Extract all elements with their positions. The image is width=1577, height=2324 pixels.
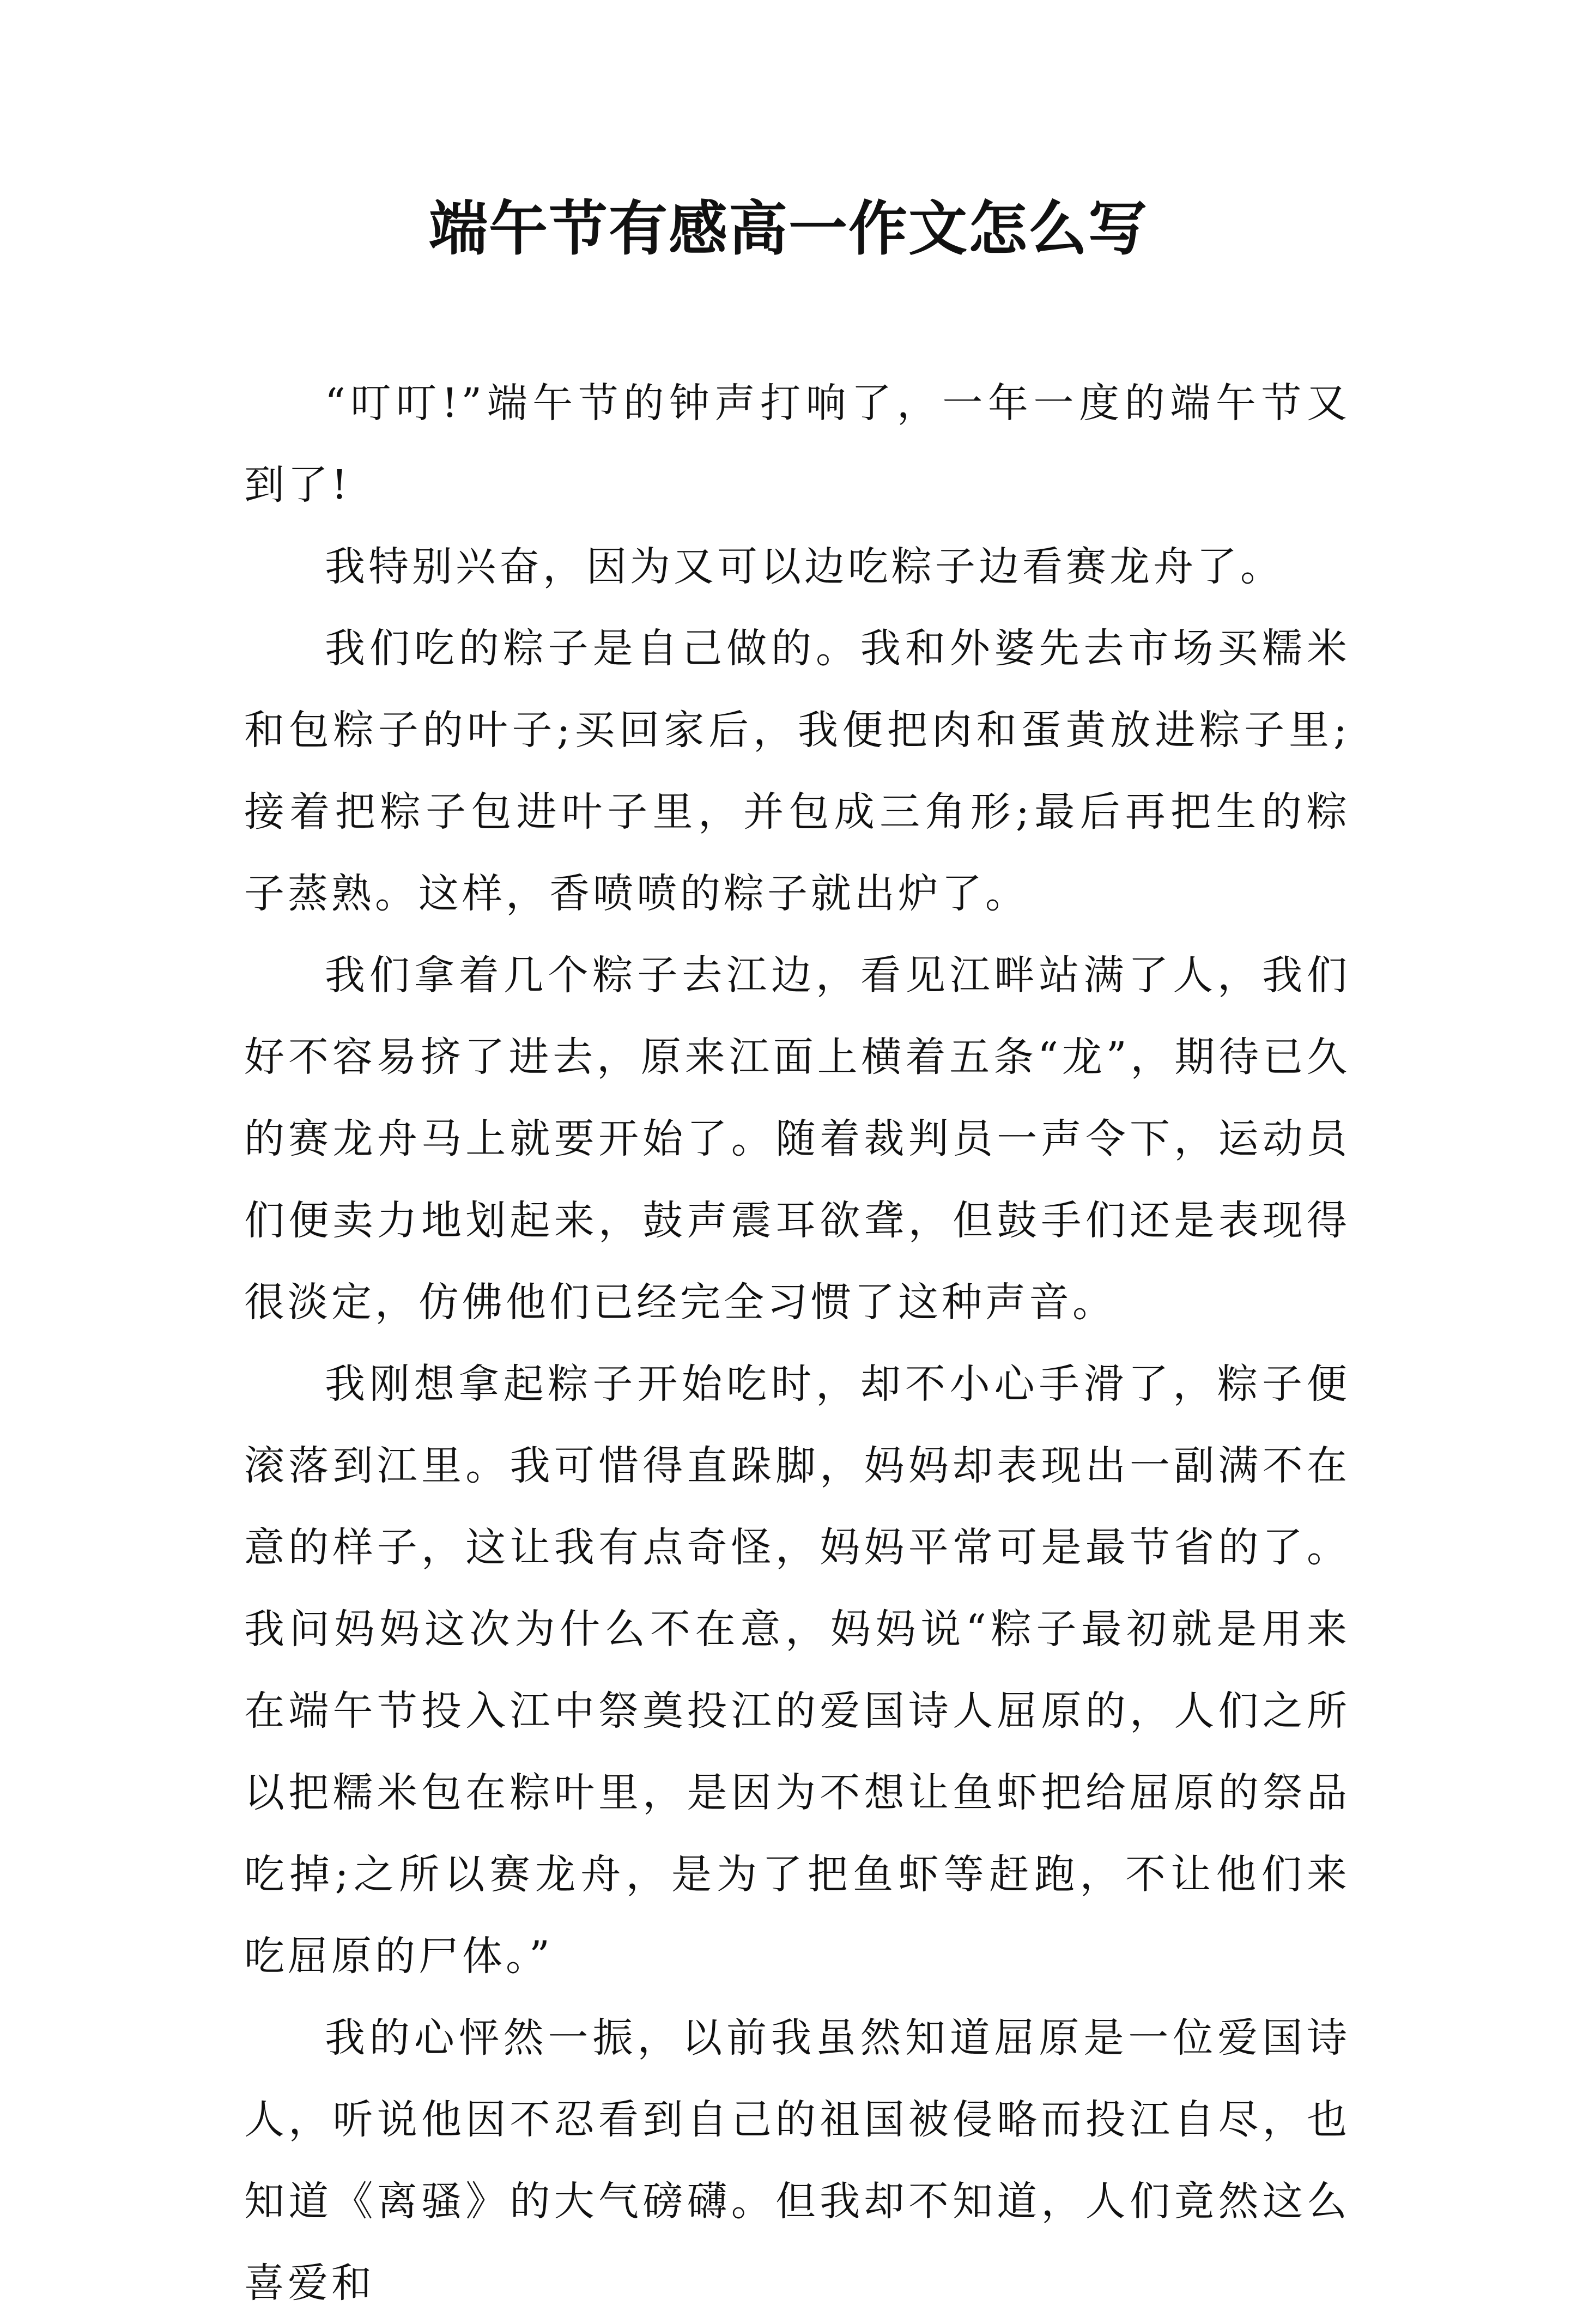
paragraph-6: 我的心怦然一振，以前我虽然知道屈原是一位爱国诗人，听说他因不忍看到自己的祖国被侵略而投江自尽，也知道《离骚》的大气磅礴。但我却不知道，人们竟然这么喜爱和 [244,2014,1350,2307]
document-title: 端午节有感高一作文怎么写 [428,195,1148,263]
document-body [244,362,1350,2324]
paragraph-5: 我刚想拿起粽子开始吃时，却不小心手滑了，粽子便滚落到江里。我可惜得直跺脚，妈妈却表现出一副满不在意的样子，这让我有点奇怪，妈妈平常可是最节省的了。我问妈妈这次为什么不在意，妈妈说“粽子最初就是用来在端午节投入江中祭奠投江的爱国诗人屈原的，人们之所以把糯米包在粽叶里，是因为不想让鱼虾把给屈原的祭品吃掉;之所以赛龙舟，是为了把鱼虾等赶跑，不让他们来吃屈原的尸体。” [244,1361,1350,1980]
paragraph-1: “叮叮!”端午节的钟声打响了，一年一度的端午节又到了! [244,380,1350,508]
paragraph-2: 我特别兴奋，因为又可以边吃粽子边看赛龙舟了。 [325,543,1284,590]
paragraph-4: 我们拿着几个粽子去江边，看见江畔站满了人，我们好不容易挤了进去，原来江面上横着五条“龙”，期待已久的赛龙舟马上就要开始了。随着裁判员一声令下，运动员们便卖力地划起来，鼓声震耳欲聋，但鼓手们还是表现得很淡定，仿佛他们已经完全习惯了这种声音。 [244,952,1350,1326]
paragraph-3: 我们吃的粽子是自己做的。我和外婆先去市场买糯米和包粽子的叶子;买回家后，我便把肉和蛋黄放进粽子里;接着把粽子包进叶子里，并包成三角形;最后再把生的粽子蒸熟。这样，香喷喷的粽子就出炉了。 [244,625,1350,917]
